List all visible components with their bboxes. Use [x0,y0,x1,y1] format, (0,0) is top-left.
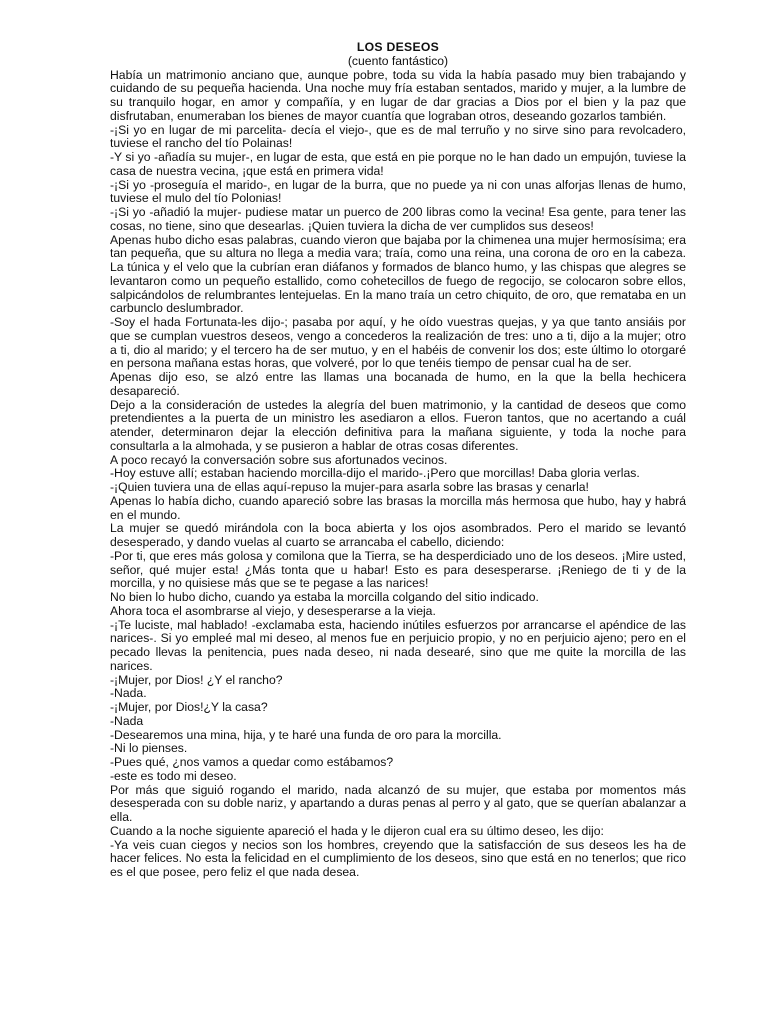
paragraph: -Hoy estuve allí; estaban haciendo morcilla-dijo el marido-.¡Pero que morcillas! Daba gloria verlas. [110,466,640,481]
document-page [110,41,686,880]
paragraph: No bien lo hubo dicho, cuando ya estaba la morcilla colgando del sitio indicado. [110,590,539,604]
paragraph: -Desearemos una mina, hija, y te haré una funda de oro para la morcilla. [110,727,502,742]
paragraph: Cuando a la noche siguiente apareció el hada y le dijeron cual era su último deseo, les dijo: [110,823,604,838]
paragraph: Ahora toca el asombrarse al viejo, y desesperarse a la vieja. [110,603,436,618]
paragraph: -Ya veis cuan ciegos y necios son los hombres, creyendo que la satisfacción de sus deseos les ha de hacer felices. No esta la felicidad en el cumplimiento de los deseos, sino que está en no tenerlos; que rico es el que posee, pero feliz el que nada desea. [110,837,686,879]
paragraph: -Soy el hada Fortunata-les dijo-; pasaba por aquí, y he oído vuestras quejas, y ya que tanto ansiáis por que se cumplan vuestros deseos, vengo a concederos la realización de tres: uno a ti, dijo a la mujer; otro a ti, dio al marido; y el tercero ha de ser mutuo, y en el habéis de convenir los dos; este último lo otorgaré en persona mañana estas horas, que volveré, por lo que tenéis tiempo de pensar cual ha de ser. [110,315,686,371]
paragraph: La mujer se quedó mirándola con la boca abierta y los ojos asombrados. Pero el marido se levantó desesperado, y dando vuelas al cuarto se arrancaba el cabello, diciendo: [110,521,686,549]
paragraph: -¡Mujer, por Dios!¿Y la casa? [110,700,268,714]
paragraph: -¡Te luciste, mal hablado! -exclamaba esta, haciendo inútiles esfuerzos por arrancarse el apéndice de las narices-. Si yo empleé mal mi deseo, al menos fue en perjuicio propio, y no en perjuicio ajeno; pero en el pecado llevas la penitencia, pues nada deseo, ni nada desearé, sino que me quite la morcilla de las narices. [110,617,686,673]
paragraph: -Por ti, que eres más golosa y comilona que la Tierra, se ha desperdiciado uno de los deseos. ¡Mire usted, señor, qué mujer esta! ¿Más tonta que u habar! Esto es para desesperarse. ¡Reniego de ti y de la morcilla, y no quisiese más que se te pegase a las narices! [110,548,686,591]
paragraph: -Pues qué, ¿nos vamos a quedar como estábamos? [110,755,394,769]
paragraph: -¡Si yo -proseguía el marido-, en lugar de la burra, que no puede ya ni con unas alforjas llenas de humo, tuviese el mulo del tío Polonias! [110,177,686,206]
paragraph: -¡Si yo -añadió la mujer- pudiese matar un puerco de 200 libras como la vecina! Esa gente, para tener las cosas, no tiene, sino que desearlas. ¡Quien tuviera la dicha de ver cumplidos sus deseos! [110,205,686,233]
paragraph: Apenas hubo dicho esas palabras, cuando vieron que bajaba por la chimenea una mujer hermosísima; era tan pequeña, que su altura no llega a media vara; traía, como una reina, una corona de oro en la cabeza. La túnica y el velo que la cubrían eran diáfanos y formados de blanco humo, y las chispas que alegres se levantaron como un pequeño estallido, como cohetecillos de fuego de regocijo, se colocaron sobre ellos, salpicándolos de relumbrantes lentejuelas. En la mano traía un cetro chiquito, de oro, que remataba en un carbunclo deslumbrador. [110,232,686,316]
paragraph: -este es todo mi deseo. [110,768,237,783]
paragraph: -¡Mujer, por Dios! ¿Y el rancho? [110,672,283,687]
paragraph: -Nada. [110,686,147,701]
paragraph: A poco recayó la conversación sobre sus afortunados vecinos. [110,452,448,467]
paragraph: -Nada [110,713,144,728]
paragraph: Apenas dijo eso, se alzó entre las llamas una bocanada de humo, en la que la bella hechicera desapareció. [110,370,686,398]
document-subtitle: (cuento fantástico) [347,53,449,68]
paragraph: Apenas lo había dicho, cuando apareció sobre las brasas la morcilla más hermosa que hubo, hay y habrá en el mundo. [110,493,686,522]
document-title: LOS DESEOS [356,40,440,54]
document-body [110,69,686,880]
paragraph: -Ni lo pienses. [110,741,188,756]
paragraph: Había un matrimonio anciano que, aunque pobre, toda su vida la había pasado muy bien trabajando y cuidando de su pequeña hacienda. Una noche muy fría estaban sentados, marido y mujer, a la lumbre de su tranquilo hogar, en amor y compañía, y en lugar de dar gracias a Dios por el bien y la paz que disfrutaban, enumeraban los bienes de mayor cuantía que lograban otros, deseando gozarlos también. [110,67,686,123]
paragraph: Por más que siguió rogando el marido, nada alcanzó de su mujer, que estaba por momentos más desesperada con su doble nariz, y apartando a duras penas al perro y al gato, que se querían abalanzar a ella. [110,782,686,824]
paragraph: -¡Si yo en lugar de mi parcelita- decía el viejo-, que es de mal terruño y no sirve sino para revolcadero, tuviese el rancho del tío Polainas! [110,122,686,151]
paragraph: Dejo a la consideración de ustedes la alegría del buen matrimonio, y la cantidad de deseos que como pretendientes a la puerta de un ministro les asediaron a ellos. Fueron tantos, que no acertando a cuál atender, determinaron dejar la elección definitiva para la mañana siguiente, y toda la noche para consultarla a la almohada, y se pusieron a hablar de otras cosas diferentes. [110,397,686,453]
paragraph: -Y si yo -añadía su mujer-, en lugar de esta, que está en pie porque no le han dado un empujón, tuviese la casa de nuestra vecina, ¡que está en primera vida! [110,150,686,178]
paragraph: -¡Quien tuviera una de ellas aquí-repuso la mujer-para asarla sobre las brasas y cenarla! [110,480,589,494]
